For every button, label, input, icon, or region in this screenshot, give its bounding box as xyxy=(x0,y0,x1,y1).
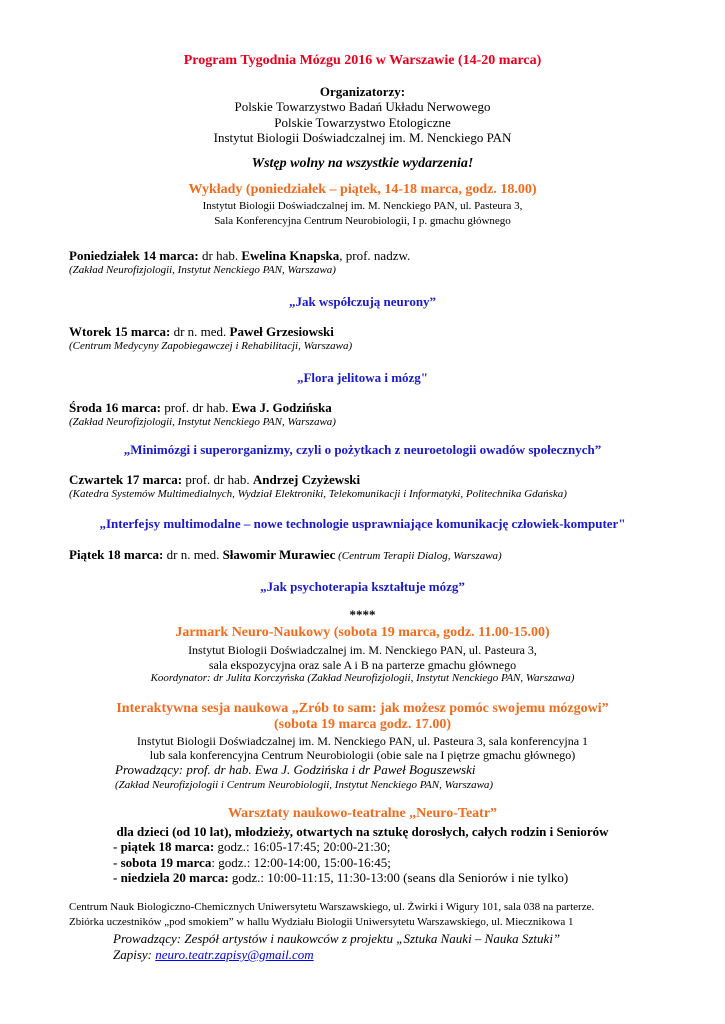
fair-venue: Instytut Biologii Doświadczalnej im. M. Nenckiego PAN, ul. Pasteura 3, xyxy=(188,643,537,657)
lecture-speaker-name: Ewelina Knapska xyxy=(241,248,340,263)
lecture-speaker-name: Andrzej Czyżewski xyxy=(252,472,361,487)
schedule-day: - piątek 18 marca: xyxy=(113,839,215,854)
lecture-topic: „Minimózgi i superorganizmy, czyli o pożytkach z neuroetologii owadów społecznych” xyxy=(123,442,602,457)
lecture-title-pre: dr n. med. xyxy=(170,324,230,339)
session-date: (sobota 19 marca godz. 17.00) xyxy=(273,717,452,732)
schedule-times: : godz.: 12:00-14:00, 15:00-16:45; xyxy=(211,855,391,870)
lecture-affiliation: (Centrum Terapii Dialog, Warszawa) xyxy=(335,550,502,562)
fair-coordinator: Koordynator: dr Julita Korczyńska (Zakład Neurofizjologii, Instytut Nenckiego PAN, Warszawa) xyxy=(150,672,575,684)
lecture-affiliation: (Centrum Medycyny Zapobiegawczej i Rehabilitacji, Warszawa) xyxy=(69,340,353,352)
workshops-venue: Centrum Nauk Biologiczno-Chemicznych Uniwersytetu Warszawskiego, ul. Żwirki i Wigury 101, sala 038 na parterze. xyxy=(69,901,595,913)
free-entry-note: Wstęp wolny na wszystkie wydarzenia! xyxy=(251,156,474,171)
fair-heading: Jarmark Neuro-Naukowy (sobota 19 marca, godz. 11.00-15.00) xyxy=(175,625,550,640)
signup-email-link[interactable]: neuro.teatr.zapisy@gmail.com xyxy=(155,947,314,962)
lectures-venue: Instytut Biologii Doświadczalnej im. M. Nenckiego PAN, ul. Pasteura 3, xyxy=(202,200,523,212)
session-hosts: Prowadzący: prof. dr hab. Ewa J. Godzińska i dr Paweł Boguszewski xyxy=(115,762,476,777)
workshops-signup xyxy=(113,948,314,961)
signup-label: Zapisy: xyxy=(113,947,156,962)
lecture-speaker-name: Paweł Grzesiowski xyxy=(229,324,334,339)
lecture-speaker-name: Sławomir Murawiec xyxy=(222,547,336,562)
workshops-audience: dla dzieci (od 10 lat), młodzieży, otwartych na sztukę dorosłych, całych rodzin i Seniorów xyxy=(116,824,609,839)
lecture-day: Poniedziałek 14 marca: xyxy=(69,248,199,263)
lecture-affiliation: (Zakład Neurofizjologii, Instytut Nenckiego PAN, Warszawa) xyxy=(69,264,336,276)
lecture-day: Piątek 18 marca: xyxy=(69,547,164,562)
lecture-affiliation: (Zakład Neurofizjologii, Instytut Nenckiego PAN, Warszawa) xyxy=(69,416,336,428)
section-separator: **** xyxy=(349,607,376,622)
schedule-times: godz.: 10:00-11:15, 11:30-13:00 (seans dla Seniorów i nie tylko) xyxy=(228,870,569,885)
lecture-day: Środa 16 marca: xyxy=(69,400,161,415)
workshops-heading: Warsztaty naukowo-teatralne „Neuro-Teatr” xyxy=(227,806,498,821)
organizers-heading: Organizatorzy: xyxy=(319,84,406,99)
workshops-hosts: Prowadzący: Zespół artystów i naukowców z projektu „Sztuka Nauki – Nauka Sztuki” xyxy=(113,931,561,946)
lecture-title-pre: dr hab. xyxy=(198,248,242,263)
lecture-topic: „Jak psychoterapia kształtuje mózg” xyxy=(260,579,465,594)
workshops-meeting-point: Zbiórka uczestników „pod smokiem” w hallu Wydziału Biologii Uniwersytetu Warszawskiego, ul. Miecznikowa 1 xyxy=(69,916,574,928)
organizer-item: Polskie Towarzystwo Badań Układu Nerwowego xyxy=(234,99,491,114)
lecture-suffix: , prof. nadzw. xyxy=(339,248,411,263)
lecture-day: Wtorek 15 marca: xyxy=(69,324,171,339)
lecture-topic: „Flora jelitowa i mózg" xyxy=(296,370,429,385)
organizer-item: Instytut Biologii Doświadczalnej im. M. Nenckiego PAN xyxy=(213,130,512,145)
lecture-topic: „Jak współczują neurony” xyxy=(288,294,437,309)
session-venue: Instytut Biologii Doświadczalnej im. M. Nenckiego PAN, ul. Pasteura 3, sala konferencyjna 1 xyxy=(136,734,589,748)
lectures-venue: Sala Konferencyjna Centrum Neurobiologii, I p. gmachu głównego xyxy=(214,215,511,227)
session-venue: lub sala konferencyjna Centrum Neurobiologii (obie sale na I piętrze gmachu głównego) xyxy=(149,748,576,762)
organizer-item: Polskie Towarzystwo Etologiczne xyxy=(274,115,451,130)
lecture-speaker xyxy=(69,548,502,562)
lecture-title-pre: prof. dr hab. xyxy=(182,472,253,487)
lecture-topic: „Interfejsy multimodalne – nowe technologie usprawniające komunikację człowiek-komputer" xyxy=(99,516,626,531)
session-heading: Interaktywna sesja naukowa „Zrób to sam: jak możesz pomóc swojemu mózgowi” xyxy=(116,701,609,716)
workshop-schedule-item xyxy=(113,840,390,853)
workshop-schedule-item xyxy=(113,856,391,869)
lecture-speaker-name: Ewa J. Godzińska xyxy=(231,400,332,415)
lectures-heading: Wykłady (poniedziałek – piątek, 14-18 marca, godz. 18.00) xyxy=(188,182,537,197)
lecture-speaker xyxy=(69,249,410,262)
lecture-speaker xyxy=(69,401,332,414)
schedule-day: - sobota 19 marca xyxy=(113,855,212,870)
lecture-speaker xyxy=(69,473,360,486)
lecture-title-pre: dr n. med. xyxy=(163,547,223,562)
lecture-speaker xyxy=(69,325,334,338)
schedule-times: godz.: 16:05-17:45; 20:00-21:30; xyxy=(214,839,391,854)
lecture-title-pre: prof. dr hab. xyxy=(160,400,232,415)
lecture-affiliation: (Katedra Systemów Multimedialnych, Wydział Elektroniki, Telekomunikacji i Informatyki, Politechnika Gdańska) xyxy=(69,488,567,500)
session-hosts-affiliation: (Zakład Neurofizjologii i Centrum Neurobiologii, Instytut Nenckiego PAN, Warszawa) xyxy=(115,779,494,791)
workshop-schedule-item xyxy=(113,871,568,884)
page-title: Program Tygodnia Mózgu 2016 w Warszawie (14-20 marca) xyxy=(183,53,542,68)
schedule-day: - niedziela 20 marca: xyxy=(113,870,229,885)
lecture-day: Czwartek 17 marca: xyxy=(69,472,183,487)
fair-venue: sala ekspozycyjna oraz sale A i B na parterze gmachu głównego xyxy=(208,658,517,672)
